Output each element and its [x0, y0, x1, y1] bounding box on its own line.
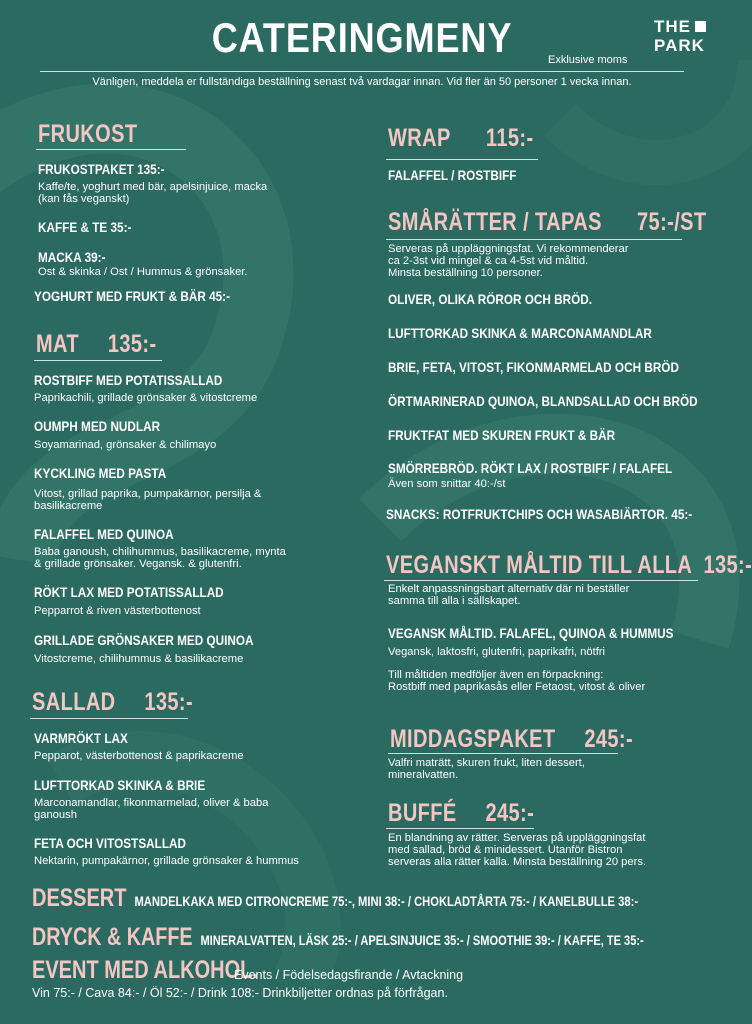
menu-item-name: FALAFFEL / ROSTBIFF	[388, 167, 517, 183]
divider	[386, 159, 538, 160]
menu-item-name: VEGANSK MÅLTID. FALAFEL, QUINOA & HUMMUS	[388, 625, 674, 641]
menu-item-desc: & grillade grönsaker. Vegansk. & glutenfri.	[34, 558, 242, 570]
menu-item-name: SMÖRREBRÖD. RÖKT LAX / ROSTBIFF / FALAFEL	[388, 460, 673, 476]
section-desc: ca 2-3st vid mingel & ca 4-5st vid måltid.	[388, 255, 589, 267]
menu-item-name: OUMPH MED NUDLAR	[34, 418, 161, 434]
tax-note: Exklusive moms	[548, 54, 628, 66]
section-desc: En blandning av rätter. Serveras på uppläggningsfat	[388, 832, 646, 844]
section-dessert-heading: DESSERT	[32, 884, 127, 912]
menu-item-desc: (kan fås veganskt)	[38, 193, 130, 205]
dryck-items: MINERALVATTEN, LÄSK 25:- / APELSINJUICE 35:- / SMOOTHIE 39:- / KAFFE, TE 35:-	[200, 932, 644, 948]
menu-item-desc: Pepparot, västerbottenost & paprikacreme	[34, 750, 244, 762]
divider	[40, 71, 684, 72]
section-event-heading: EVENT MED ALKOHOL.	[32, 956, 258, 984]
menu-item-desc: basilikacreme	[34, 500, 103, 512]
dryck-row	[32, 923, 644, 952]
dessert-row	[32, 884, 638, 913]
menu-item-name: LUFTTORKAD SKINKA & MARCONAMANDLAR	[388, 325, 652, 341]
section-frukost-heading: FRUKOST	[38, 120, 138, 148]
section-smaratter-heading: SMÅRÄTTER / TAPAS 75:-/ST	[388, 208, 707, 236]
menu-item-name: VARMRÖKT LAX	[34, 730, 128, 746]
menu-item-desc: Baba ganoush, chilihummus, basilikacreme, mynta	[34, 546, 286, 558]
menu-item-desc: Pepparrot & riven västerbottenost	[34, 605, 201, 617]
section-wrap-heading: WRAP 115:-	[388, 124, 534, 152]
menu-item-name: FRUKOSTPAKET 135:-	[38, 161, 165, 177]
section-dryck-heading: DRYCK & KAFFE	[32, 923, 193, 951]
dessert-items: MANDELKAKA MED CITRONCREME 75:-, MINI 38:- / CHOKLADTÅRTA 75:- / KANELBULLE 38:-	[134, 893, 639, 909]
section-desc: Serveras på uppläggningsfat. Vi rekommenderar	[388, 243, 629, 255]
square-icon	[695, 21, 706, 32]
section-desc: mineralvatten.	[388, 769, 459, 781]
brand-logo: THE PARK	[654, 17, 705, 55]
event-text: Events / Födelsedagsfirande / Avtackning	[234, 968, 464, 982]
menu-item-desc: Vitost, grillad paprika, pumpakärnor, persilja &	[34, 488, 262, 500]
page-title: CATERINGMENY	[211, 14, 513, 61]
section-sallad-heading: SALLAD 135:-	[32, 688, 194, 716]
divider	[36, 149, 186, 150]
section-desc: med sallad, bröd & minidessert. Utanför Bistron	[388, 844, 623, 856]
menu-item-name: MACKA 39:-	[38, 249, 106, 265]
menu-item-desc: Ost & skinka / Ost / Hummus & grönsaker.	[38, 266, 248, 278]
menu-item-name: KAFFE & TE 35:-	[38, 219, 132, 235]
menu-item-name: ÖRTMARINERAD QUINOA, BLANDSALLAD OCH BRÖD	[388, 393, 698, 409]
section-desc: serveras alla rätter kalla. Minsta beställning 20 pers.	[388, 856, 647, 868]
menu-item-desc: Nektarin, pumpakärnor, grillade grönsaker & hummus	[34, 855, 299, 867]
section-desc: Enkelt anpassningsbart alternativ där ni beställer	[388, 583, 630, 595]
section-middagspaket-heading: MIDDAGSPAKET 245:-	[390, 725, 634, 753]
section-desc: Valfri maträtt, skuren frukt, liten dessert,	[388, 757, 585, 769]
menu-item-name: GRILLADE GRÖNSAKER MED QUINOA	[34, 632, 254, 648]
section-desc: samma till alla i sällskapet.	[388, 595, 521, 607]
menu-item-desc: Vegansk, laktosfri, glutenfri, paprikafri, nötfri	[388, 646, 606, 658]
menu-item-name: ROSTBIFF MED POTATISSALLAD	[34, 372, 223, 388]
menu-item-name: FALAFFEL MED QUINOA	[34, 526, 174, 542]
menu-item-name: FETA OCH VITOSTSALLAD	[34, 835, 187, 851]
section-buffe-heading: BUFFÉ 245:-	[388, 799, 535, 827]
menu-item-name: LUFTTORKAD SKINKA & BRIE	[34, 777, 206, 793]
divider	[386, 828, 534, 829]
order-notice: Vänligen, meddela er fullständiga beställning senast två vardagar innan. Vid fler än 50 personer 1 vecka innan.	[92, 76, 632, 88]
menu-item-name: OLIVER, OLIKA RÖROR OCH BRÖD.	[388, 291, 593, 307]
menu-item-name: KYCKLING MED PASTA	[34, 465, 167, 481]
menu-item-name: BRIE, FETA, VITOST, FIKONMARMELAD OCH BRÖD	[388, 359, 679, 375]
menu-item-name: RÖKT LAX MED POTATISSALLAD	[34, 584, 224, 600]
menu-item-desc: Paprikachili, grillade grönsaker & vitostcreme	[34, 392, 258, 404]
menu-item-desc: ganoush	[34, 809, 77, 821]
divider	[30, 718, 188, 719]
section-mat-heading: MAT 135:-	[36, 330, 157, 358]
menu-item-name: YOGHURT MED FRUKT & BÄR 45:-	[34, 288, 231, 304]
menu-item-desc: Marconamandlar, fikonmarmelad, oliver & baba	[34, 797, 269, 809]
menu-item-desc: Även som snittar 40:-/st	[388, 478, 506, 490]
divider	[384, 580, 698, 581]
divider	[34, 360, 162, 361]
section-desc: Rostbiff med paprikasås eller Fetaost, vitost & oliver	[388, 681, 646, 693]
menu-item-desc: Kaffe/te, yoghurt med bär, apelsinjuice, macka	[38, 181, 268, 193]
divider	[386, 239, 682, 240]
section-veganskt-heading: VEGANSKT MÅLTID TILL ALLA 135:-	[386, 551, 752, 579]
menu-item-desc: Soyamarinad, grönsaker & chilimayo	[34, 439, 217, 451]
section-desc: Minsta beställning 10 personer.	[388, 267, 543, 279]
menu-item-desc: Vitostcreme, chilihummus & basilikacreme	[34, 653, 244, 665]
menu-item-name: FRUKTFAT MED SKUREN FRUKT & BÄR	[388, 427, 616, 443]
divider	[388, 753, 618, 754]
menu-item-name: SNACKS: ROTFRUKTCHIPS OCH WASABIÄRTOR. 45:-	[386, 506, 693, 522]
section-desc: Till måltiden medföljer även en förpackning:	[388, 669, 604, 681]
event-drinks: Vin 75:- / Cava 84:- / Öl 52:- / Drink 108:- Drinkbiljetter ordnas på förfrågan.	[32, 986, 448, 1000]
